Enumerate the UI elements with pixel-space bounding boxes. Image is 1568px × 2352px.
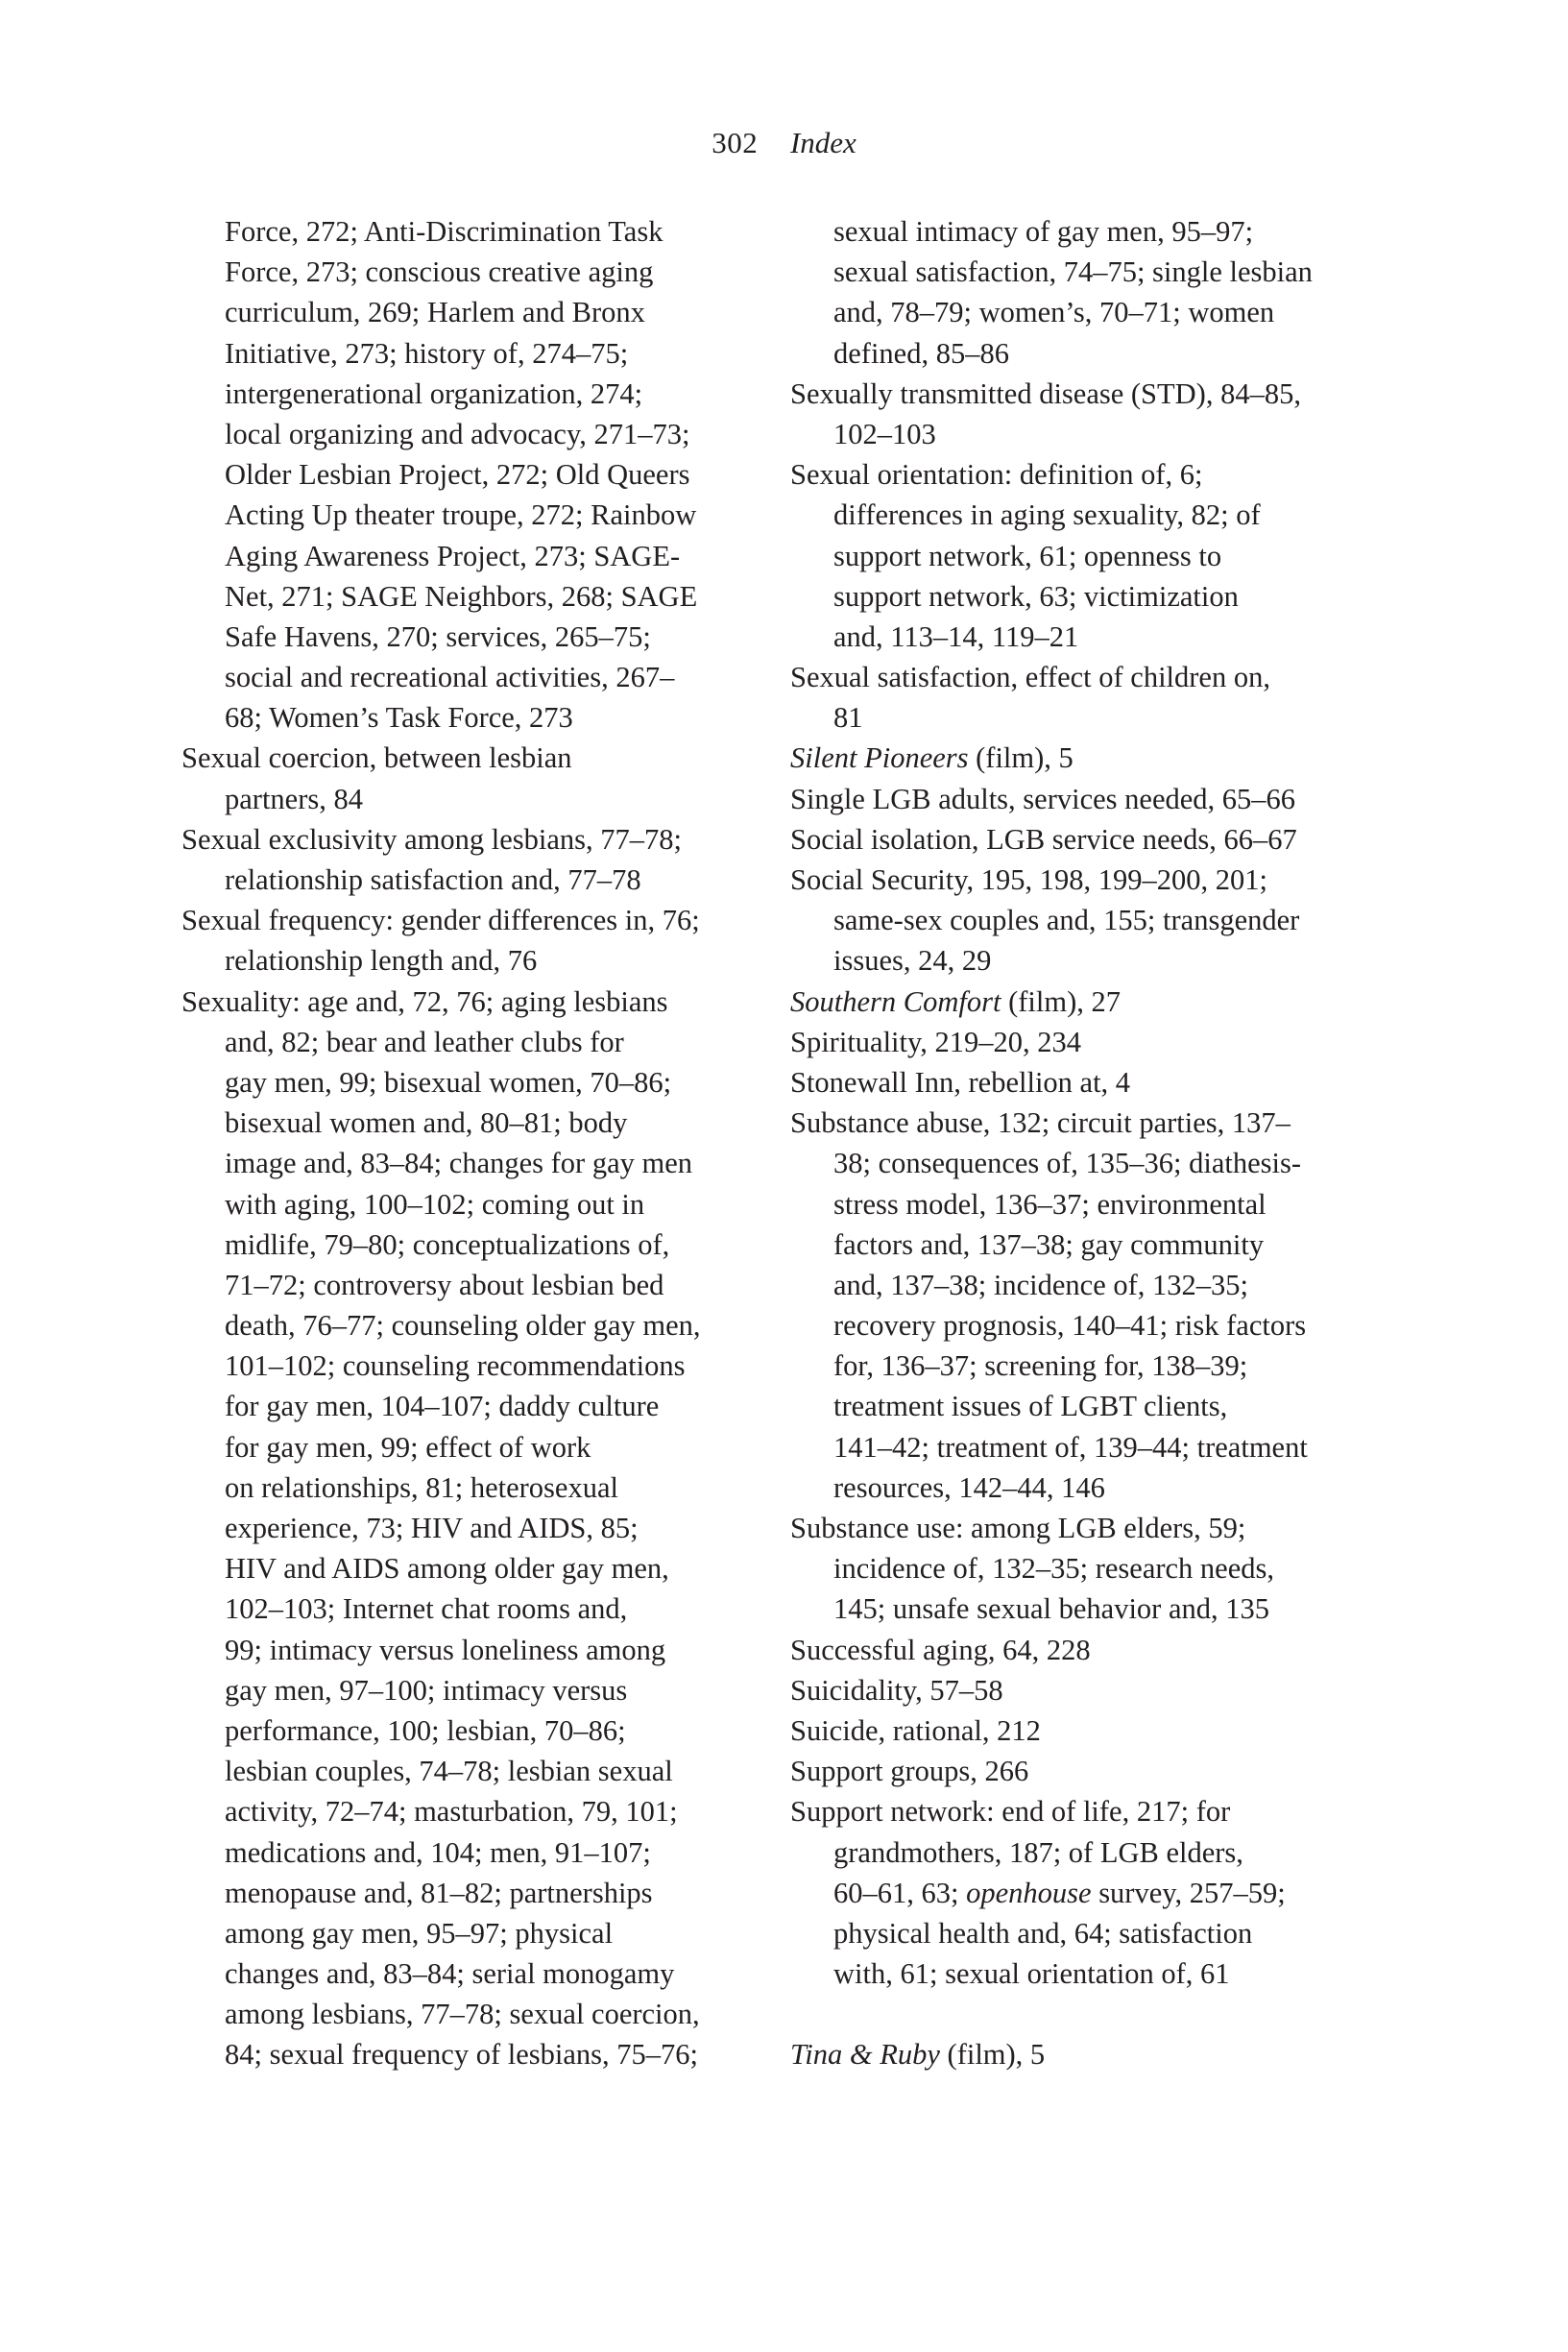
entry-text: (film), 27 (1001, 984, 1121, 1018)
index-entry (790, 1508, 1386, 1630)
entry-heading-line (790, 2034, 1386, 2074)
entry-text: (film), 5 (939, 2038, 1046, 2072)
entry-subline (181, 252, 758, 292)
entry-subline (181, 1103, 758, 1143)
entry-heading-line (790, 982, 1386, 1022)
entry-subline (181, 1751, 758, 1791)
page-number: 302 (712, 126, 759, 159)
index-entry (181, 738, 758, 818)
entry-subline (181, 1265, 758, 1305)
index-entry (790, 1710, 1386, 1751)
entry-subline (181, 940, 758, 981)
entry-subline (790, 1832, 1386, 1873)
entry-text: Substance use: among LGB elders, 59; (790, 1512, 1246, 1544)
entry-subline (790, 697, 1386, 738)
index-entry (790, 2034, 1386, 2074)
entry-text: social and recreational activities, 267– (225, 661, 675, 694)
entry-text: 102–103 (833, 417, 936, 450)
entry-subline (181, 1062, 758, 1103)
entry-heading-line (790, 819, 1386, 860)
entry-text: performance, 100; lesbian, 70–86; (225, 1713, 626, 1747)
entry-text: on relationships, 81; heterosexual (225, 1470, 618, 1504)
index-entry (790, 1630, 1386, 1670)
entry-heading-line (790, 1791, 1386, 1831)
entry-text: death, 76–77; counseling older gay men, (225, 1309, 701, 1343)
entry-subline (181, 2034, 758, 2074)
index-entry (790, 1791, 1386, 1994)
entry-heading-line (790, 738, 1386, 778)
index-column-right (790, 211, 1386, 2075)
entry-text: issues, 24, 29 (833, 944, 992, 978)
index-entry-continued (790, 211, 1386, 374)
entry-text: 38; consequences of, 135–36; diathesis- (833, 1147, 1302, 1180)
entry-text: Older Lesbian Project, 272; Old Queers (225, 458, 690, 492)
entry-subline (181, 1224, 758, 1265)
entry-subline (790, 1873, 1386, 1913)
entry-subline (790, 1305, 1386, 1346)
entry-text: Spirituality, 219–20, 234 (790, 1025, 1082, 1058)
entry-text: Safe Havens, 270; services, 265–75; (225, 619, 651, 653)
index-entry (790, 1670, 1386, 1710)
entry-text: Support groups, 266 (790, 1755, 1029, 1788)
entry-text: 99; intimacy versus loneliness among (225, 1633, 666, 1666)
italic-title-text: openhouse (966, 1876, 1092, 1909)
entry-subline (181, 1184, 758, 1224)
entry-text: Successful aging, 64, 228 (790, 1633, 1091, 1666)
entry-subline (790, 1953, 1386, 1994)
entry-text: relationship length and, 76 (225, 944, 538, 978)
entry-text: Substance abuse, 132; circuit parties, 137– (790, 1106, 1291, 1140)
entry-text: midlife, 79–80; conceptualizations of, (225, 1227, 670, 1261)
running-head (0, 123, 1568, 163)
entry-subline (181, 1386, 758, 1426)
entry-subline (181, 1994, 758, 2034)
entry-heading-line (181, 982, 758, 1022)
entry-text: HIV and AIDS among older gay men, (225, 1552, 669, 1586)
entry-text: medications and, 104; men, 91–107; (225, 1835, 651, 1869)
entry-subline (790, 900, 1386, 940)
entry-text: stress model, 136–37; environmental (833, 1187, 1266, 1221)
entry-text: among gay men, 95–97; physical (225, 1916, 614, 1950)
entry-subline (790, 1224, 1386, 1265)
entry-subline (181, 1548, 758, 1588)
entry-subline (790, 940, 1386, 981)
entry-subline (790, 536, 1386, 576)
index-entry (790, 454, 1386, 657)
entry-heading-line (790, 1710, 1386, 1751)
entry-subline (790, 576, 1386, 617)
entry-heading-line (790, 657, 1386, 697)
entry-text: survey, 257–59; (1091, 1876, 1286, 1909)
entry-subline (181, 1670, 758, 1710)
entry-subline (790, 414, 1386, 454)
entry-text: 60–61, 63; (833, 1876, 967, 1909)
entry-subline (181, 211, 758, 252)
entry-subline (181, 333, 758, 374)
entry-subline (790, 1386, 1386, 1426)
entry-text: Sexual orientation: definition of, 6; (790, 458, 1203, 492)
index-entry (790, 1062, 1386, 1103)
entry-heading-line (790, 1062, 1386, 1103)
index-entry-continued (181, 211, 758, 738)
entry-text: for, 136–37; screening for, 138–39; (833, 1349, 1248, 1383)
entry-subline (181, 454, 758, 495)
entry-text: sexual satisfaction, 74–75; single lesbian (833, 255, 1313, 289)
entry-subline (790, 1548, 1386, 1588)
entry-text: support network, 61; openness to (833, 539, 1222, 572)
entry-text: and, 113–14, 119–21 (833, 619, 1079, 653)
entry-subline (181, 1791, 758, 1831)
entry-text: Single LGB adults, services needed, 65–66 (790, 782, 1296, 815)
entry-subline (181, 1588, 758, 1629)
index-column-left (181, 211, 758, 2075)
running-head-title: Index (789, 126, 856, 159)
index-entry (181, 900, 758, 981)
entry-text: physical health and, 64; satisfaction (833, 1916, 1253, 1950)
entry-text: changes and, 83–84; serial monogamy (225, 1957, 675, 1991)
entry-text: partners, 84 (225, 782, 363, 815)
entry-subline (181, 1508, 758, 1548)
entry-subline (790, 1346, 1386, 1386)
entry-text: and, 82; bear and leather clubs for (225, 1025, 624, 1058)
entry-subline (181, 860, 758, 900)
entry-text: factors and, 137–38; gay community (833, 1227, 1265, 1261)
entry-text: with aging, 100–102; coming out in (225, 1187, 645, 1221)
entry-subline (181, 657, 758, 697)
entry-subline (790, 211, 1386, 252)
entry-heading-line (790, 374, 1386, 414)
entry-subline (181, 1305, 758, 1346)
entry-text: 101–102; counseling recommendations (225, 1349, 686, 1383)
entry-subline (790, 252, 1386, 292)
entry-text: activity, 72–74; masturbation, 79, 101; (225, 1795, 678, 1829)
entry-subline (790, 495, 1386, 535)
entry-text: Suicidality, 57–58 (790, 1673, 1003, 1707)
entry-text: for gay men, 104–107; daddy culture (225, 1390, 660, 1423)
index-entry (790, 657, 1386, 738)
entry-text: 81 (833, 701, 863, 735)
entry-text: relationship satisfaction and, 77–78 (225, 863, 641, 896)
entry-text: and, 78–79; women’s, 70–71; women (833, 296, 1275, 329)
index-entry (181, 819, 758, 900)
entry-subline (790, 1427, 1386, 1467)
entry-text: curriculum, 269; Harlem and Bronx (225, 296, 645, 329)
entry-subline (181, 617, 758, 657)
entry-subline (790, 1265, 1386, 1305)
entry-subline (790, 333, 1386, 374)
italic-title-text: Silent Pioneers (790, 741, 969, 775)
entry-text: local organizing and advocacy, 271–73; (225, 417, 690, 450)
entry-text: 84; sexual frequency of lesbians, 75–76; (225, 2038, 698, 2072)
entry-text: with, 61; sexual orientation of, 61 (833, 1957, 1230, 1991)
entry-text: treatment issues of LGBT clients, (833, 1390, 1228, 1423)
entry-text: for gay men, 99; effect of work (225, 1430, 591, 1464)
entry-subline (790, 1184, 1386, 1224)
entry-text: Initiative, 273; history of, 274–75; (225, 336, 629, 370)
entry-text: lesbian couples, 74–78; lesbian sexual (225, 1755, 673, 1788)
entry-text: 68; Women’s Task Force, 273 (225, 701, 573, 735)
section-break (790, 1994, 1386, 2034)
entry-text: Net, 271; SAGE Neighbors, 268; SAGE (225, 579, 698, 613)
entry-text: experience, 73; HIV and AIDS, 85; (225, 1512, 639, 1544)
entry-heading-line (181, 738, 758, 778)
entry-heading-line (790, 454, 1386, 495)
entry-subline (181, 779, 758, 819)
entry-heading-line (790, 1103, 1386, 1143)
entry-heading-line (790, 1751, 1386, 1791)
entry-text: gay men, 99; bisexual women, 70–86; (225, 1065, 672, 1099)
entry-text: incidence of, 132–35; research needs, (833, 1552, 1275, 1586)
entry-text: Sexual frequency: gender differences in, 76; (181, 904, 700, 937)
entry-subline (181, 1913, 758, 1953)
entry-text: differences in aging sexuality, 82; of (833, 498, 1261, 532)
entry-subline (181, 374, 758, 414)
entry-subline (790, 292, 1386, 332)
index-entry (790, 860, 1386, 982)
entry-subline (181, 536, 758, 576)
entry-heading-line (181, 900, 758, 940)
entry-text: bisexual women and, 80–81; body (225, 1106, 628, 1140)
entry-text: and, 137–38; incidence of, 132–35; (833, 1268, 1248, 1301)
entry-subline (790, 1467, 1386, 1508)
entry-text: among lesbians, 77–78; sexual coercion, (225, 1998, 700, 2031)
entry-text: Aging Awareness Project, 273; SAGE- (225, 539, 681, 572)
entry-subline (181, 1346, 758, 1386)
entry-text: image and, 83–84; changes for gay men (225, 1147, 693, 1180)
entry-text: Sexuality: age and, 72, 76; aging lesbians (181, 984, 668, 1018)
entry-heading-line (181, 819, 758, 860)
entry-text: Stonewall Inn, rebellion at, 4 (790, 1065, 1131, 1099)
blank-line (790, 1994, 1386, 2034)
entry-subline (181, 495, 758, 535)
entry-text: support network, 63; victimization (833, 579, 1239, 613)
entry-subline (181, 576, 758, 617)
entry-heading-line (790, 779, 1386, 819)
entry-subline (181, 1832, 758, 1873)
entry-subline (181, 1873, 758, 1913)
index-entry (790, 1022, 1386, 1062)
entry-text: intergenerational organization, 274; (225, 376, 643, 410)
entry-text: sexual intimacy of gay men, 95–97; (833, 215, 1254, 248)
index-entry (790, 819, 1386, 860)
entry-text: Force, 272; Anti-Discrimination Task (225, 215, 663, 248)
italic-title-text: Tina & Ruby (790, 2038, 940, 2072)
entry-text: menopause and, 81–82; partnerships (225, 1876, 653, 1909)
index-entry (790, 374, 1386, 454)
entry-text: recovery prognosis, 140–41; risk factors (833, 1309, 1307, 1343)
entry-text: Force, 273; conscious creative aging (225, 255, 654, 289)
entry-text: same-sex couples and, 155; transgender (833, 904, 1300, 937)
entry-heading-line (790, 1670, 1386, 1710)
entry-subline (181, 1710, 758, 1751)
entry-text: gay men, 97–100; intimacy versus (225, 1673, 628, 1707)
entry-text: 102–103; Internet chat rooms and, (225, 1592, 628, 1626)
entry-subline (181, 697, 758, 738)
index-entry (790, 1103, 1386, 1508)
entry-text: 145; unsafe sexual behavior and, 135 (833, 1592, 1269, 1626)
entry-text: Support network: end of life, 217; for (790, 1795, 1231, 1829)
entry-subline (181, 1143, 758, 1183)
entry-subline (790, 1143, 1386, 1183)
entry-text: Suicide, rational, 212 (790, 1713, 1041, 1747)
entry-text: (film), 5 (968, 741, 1073, 775)
entry-subline (790, 617, 1386, 657)
entry-text: Acting Up theater troupe, 272; Rainbow (225, 498, 697, 532)
entry-text: Sexual exclusivity among lesbians, 77–78; (181, 822, 682, 856)
entry-text: Sexually transmitted disease (STD), 84–85, (790, 376, 1301, 410)
index-entry (181, 982, 758, 2075)
entry-subline (181, 1953, 758, 1994)
entry-subline (790, 1588, 1386, 1629)
entry-subline (181, 1630, 758, 1670)
index-entry (790, 1751, 1386, 1791)
entry-subline (181, 414, 758, 454)
index-entry (790, 779, 1386, 819)
entry-text: 141–42; treatment of, 139–44; treatment (833, 1430, 1308, 1464)
entry-subline (790, 1913, 1386, 1953)
entry-text: Sexual coercion, between lesbian (181, 741, 572, 775)
entry-text: Sexual satisfaction, effect of children on, (790, 661, 1270, 694)
entry-text: 71–72; controversy about lesbian bed (225, 1268, 664, 1301)
entry-heading-line (790, 860, 1386, 900)
entry-text: resources, 142–44, 146 (833, 1470, 1105, 1504)
entry-subline (181, 1467, 758, 1508)
italic-title-text: Southern Comfort (790, 984, 1001, 1018)
entry-subline (181, 292, 758, 332)
entry-text: defined, 85–86 (833, 336, 1009, 370)
index-entry (790, 982, 1386, 1022)
entry-heading-line (790, 1508, 1386, 1548)
entry-subline (181, 1022, 758, 1062)
entry-text: Social isolation, LGB service needs, 66–67 (790, 822, 1297, 856)
entry-subline (181, 1427, 758, 1467)
entry-heading-line (790, 1630, 1386, 1670)
entry-text: Social Security, 195, 198, 199–200, 201; (790, 863, 1267, 896)
index-entry (790, 738, 1386, 778)
entry-text: grandmothers, 187; of LGB elders, (833, 1835, 1243, 1869)
entry-heading-line (790, 1022, 1386, 1062)
